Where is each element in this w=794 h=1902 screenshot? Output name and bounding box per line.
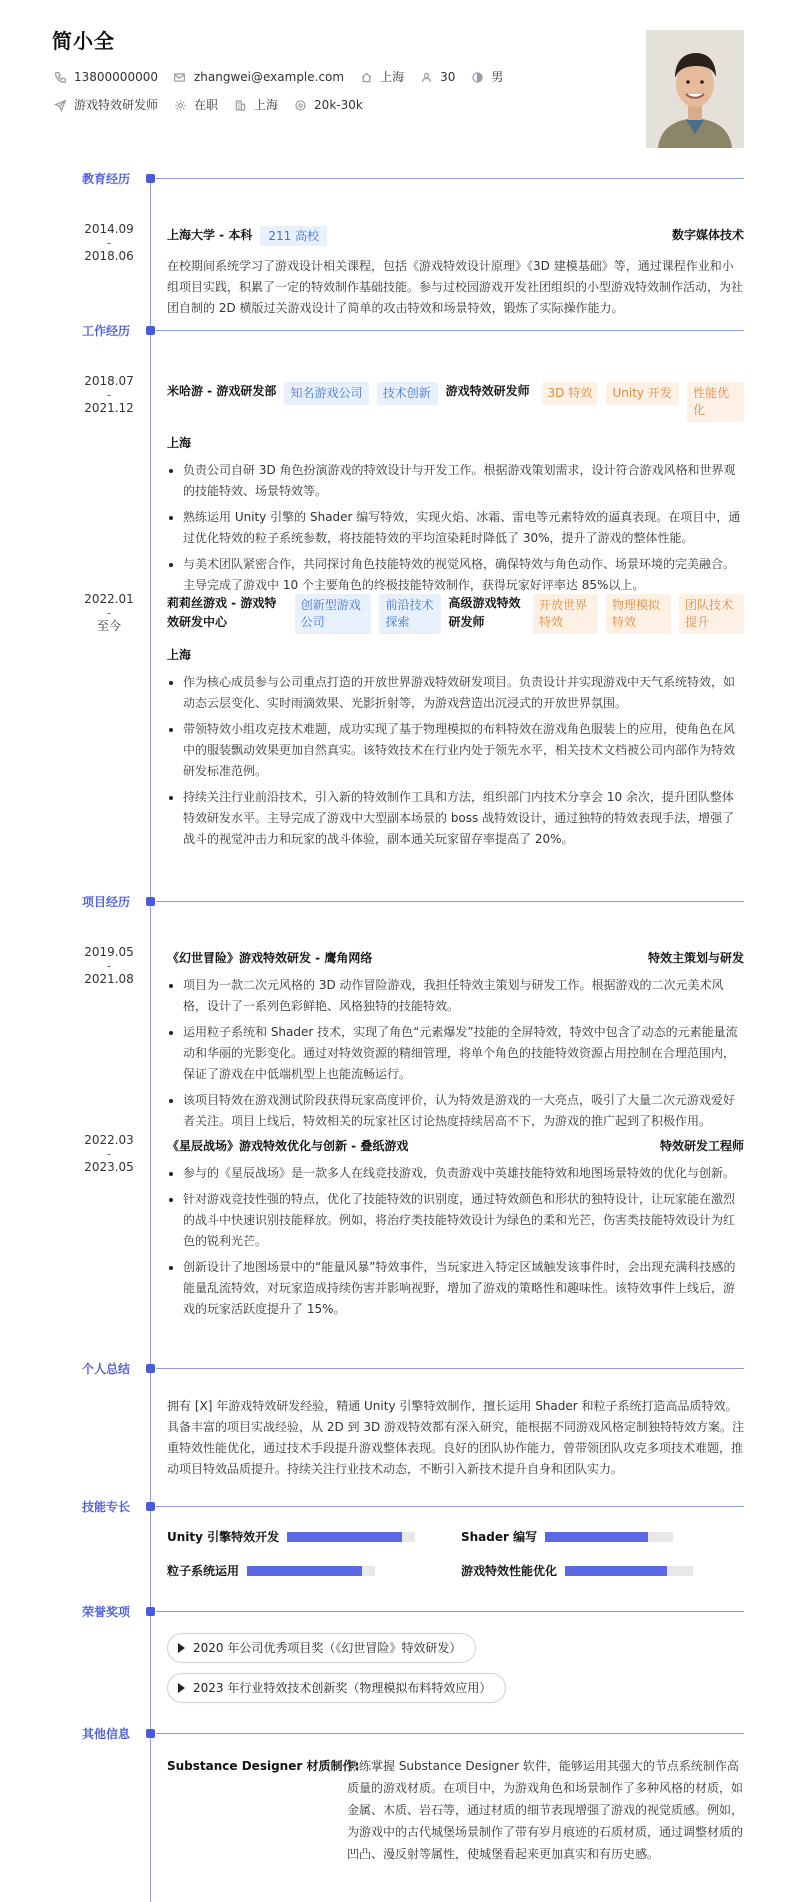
job-title: 高级游戏特效研发师 (448, 596, 521, 629)
date-end: 2021.08 (84, 972, 134, 986)
entry-head (167, 949, 744, 967)
phone-text: 13800000000 (74, 70, 158, 84)
entry-head (167, 382, 744, 422)
section-marker (146, 897, 155, 906)
building-icon (232, 97, 248, 113)
date-start: 2019.05 (84, 945, 134, 959)
award-item[interactable] (167, 1673, 506, 1703)
date-separator: - (106, 236, 112, 250)
gender-icon (469, 69, 485, 85)
company-name: 米哈游 - 游戏研发部 (167, 384, 277, 398)
projects-section (0, 893, 794, 1316)
location-info (358, 68, 404, 86)
phone-icon (52, 69, 68, 85)
section-marker (146, 1502, 155, 1511)
other-section (0, 1725, 794, 1861)
entry-head (167, 226, 744, 246)
section-title: 工作经历 (82, 324, 131, 338)
award-item[interactable] (167, 1633, 476, 1663)
phone-info (52, 68, 158, 86)
resume-header (0, 0, 794, 150)
project-role: 特效研发工程师 (659, 1139, 744, 1153)
skill-name: Unity 引擎特效开发 (167, 1530, 280, 1544)
date-start: 2022.01 (84, 592, 134, 606)
entry-date (70, 222, 148, 264)
entry-content (167, 1137, 744, 1325)
section-marker (146, 1364, 155, 1373)
entry-date (70, 374, 148, 416)
skill-bar (545, 1532, 673, 1542)
bullet-item: 运用粒子系统和 Shader 技术，实现了角色“元素爆发”技能的全屏特效，特效中包含了动态的元素能量流动和华丽的光影变化。通过对特效资源的精细管理，将单个角色的技能特效资源占用控制在合理范围内，保证了游戏在中低端机型上也能流畅运行。 (167, 1022, 744, 1085)
email-info (172, 68, 344, 86)
position-text: 游戏特效研发师 (74, 98, 159, 112)
entry-content (167, 949, 744, 1137)
project-bullets (167, 975, 744, 1132)
timeline-line (150, 175, 151, 1902)
gender-info (469, 68, 503, 86)
section-header (0, 1360, 794, 1380)
bullet-item: 针对游戏竞技性强的特点，优化了技能特效的识别度，通过特效颜色和形状的独特设计，让玩家能在激烈的战斗中快速识别技能释放。例如，将治疗类技能特效设计为绿色的柔和光芒，伤害类技能特效设计为红色的锐利光芒。 (167, 1189, 744, 1252)
award-text: 2023 年行业特效技术创新奖（物理模拟布料特效应用） (193, 1681, 492, 1695)
date-end: 至今 (96, 619, 121, 633)
job-title: 游戏特效研发师 (445, 384, 530, 398)
project-role: 特效主策划与研发 (647, 951, 744, 965)
section-title: 荣誉奖项 (82, 1605, 131, 1619)
education-section (0, 170, 794, 315)
date-end: 2023.05 (84, 1160, 134, 1174)
entry-content (167, 382, 744, 601)
major: 数字媒体技术 (671, 228, 744, 242)
work-bullets (167, 672, 744, 850)
summary-content (167, 1396, 744, 1480)
company-name: 莉莉丝游戏 - 游戏特效研发中心 (167, 596, 277, 629)
section-header (0, 893, 794, 913)
section-title: 技能专长 (82, 1500, 131, 1514)
section-divider (156, 1506, 744, 1507)
avatar (646, 30, 744, 148)
summary-text: 拥有 [X] 年游戏特效研发经验，精通 Unity 引擎特效制作，擅长运用 Shader 和粒子系统打造高品质特效。具备丰富的项目实战经验，从 2D 到 3D 游戏特效都有深入研究，能根据不同游戏风格定制独特特效方案。注重特效性能优化，通过技术手段提升游戏整体表现。良好的团队协作能力，曾带领团队攻克多项技术难题，推动项目特效品质提升。持续关注行业技术动态，不断引入新技术提升自身和团队实力。 (167, 1399, 745, 1476)
skill-tag: Unity 开发 (606, 382, 679, 405)
section-header (0, 322, 794, 342)
skill-bar-fill (545, 1532, 647, 1542)
bullet-item: 持续关注行业前沿技术，引入新的特效制作工具和方法，组织部门内技术分享会 10 余次，提升团队整体特效研发水平。主导完成了游戏中大型副本场景的 boss 战特效设计，通过独特的特效表现手法，增强了战斗的视觉冲击力和玩家的战斗体验，副本通关玩家留存率提高了 20%。 (167, 787, 744, 850)
section-marker (146, 326, 155, 335)
section-header (0, 170, 794, 190)
position-info (52, 96, 158, 114)
project-title: 《幻世冒险》游戏特效研发 - 鹰角网络 (167, 951, 373, 965)
contact-row (52, 68, 517, 86)
section-divider (156, 1368, 744, 1369)
bullet-item: 创新设计了地图场景中的“能量风暴”特效事件，当玩家进入特定区域触发该事件时，会出现充满科技感的能量乱流特效，对玩家造成持续伤害并影响视野，增加了游戏的策略性和趣味性。该特效事件上线后，游戏的玩家活跃度提升了 15%。 (167, 1257, 744, 1320)
section-title: 项目经历 (82, 895, 131, 909)
email-text: zhangwei@example.com (193, 70, 345, 84)
work-section (0, 322, 794, 846)
date-separator: - (106, 606, 112, 620)
skill-name: 游戏特效性能优化 (461, 1564, 558, 1578)
skill-bar (247, 1566, 375, 1576)
skill-tag: 性能优化 (687, 382, 744, 422)
section-divider (156, 1733, 744, 1734)
candidate-name: 简小全 (52, 29, 115, 53)
education-description: 在校期间系统学习了游戏设计相关课程，包括《游戏特效设计原理》《3D 建模基础》等，通过课程作业和小组项目实践，积累了一定的特效制作基础技能。参与过校园游戏开发社团组织的小型游戏特效制作活动，为社团自制的 2D 横版过关游戏设计了简单的攻击特效和场景特效，锻炼了实际操作能力。 (167, 259, 744, 315)
job-intent-row (52, 96, 377, 114)
date-start: 2018.07 (84, 374, 134, 388)
date-start: 2014.09 (84, 222, 134, 236)
skill-bar (287, 1532, 415, 1542)
skill-bar-fill (247, 1566, 362, 1576)
award-text: 2020 年公司优秀项目奖（《幻世冒险》特效研发） (193, 1641, 462, 1655)
school-name: 上海大学 - 本科 (167, 228, 253, 242)
skills-section (0, 1498, 794, 1578)
entry-content (167, 594, 744, 855)
age-text: 30 (440, 70, 456, 84)
skill-bar-fill (565, 1566, 667, 1576)
send-icon (52, 97, 68, 113)
skill-tag: 开放世界特效 (533, 594, 598, 634)
date-end: 2021.12 (84, 401, 134, 415)
status-info (172, 96, 218, 114)
date-start: 2022.03 (84, 1133, 134, 1147)
date-separator: - (106, 1147, 112, 1161)
other-label: Substance Designer 材质制作: (167, 1759, 360, 1773)
section-title: 其他信息 (82, 1727, 131, 1741)
mail-icon (172, 69, 188, 85)
entry-content (167, 226, 744, 319)
user-icon (418, 69, 434, 85)
entry-date (70, 592, 148, 634)
play-triangle-icon (178, 1643, 185, 1653)
bullet-item: 参与的《星辰战场》是一款多人在线竞技游戏，负责游戏中英雄技能特效和地图场景特效的优化与创新。 (167, 1163, 744, 1184)
work-city: 上海 (167, 436, 192, 450)
status-text: 在职 (194, 98, 219, 112)
skill-bar (565, 1566, 693, 1576)
skill-item (167, 1562, 375, 1580)
bullet-item: 该项目特效在游戏测试阶段获得玩家高度评价，认为特效是游戏的一大亮点，吸引了大量二次元游戏爱好者关注。项目上线后，特效相关的玩家社区讨论热度持续居高不下，为游戏的推广起到了积极作用。 (167, 1090, 744, 1132)
date-end: 2018.06 (84, 249, 134, 263)
bullet-item: 熟练运用 Unity 引擎的 Shader 编写特效，实现火焰、冰霜、雷电等元素特效的逼真表现。在项目中，通过优化特效的粒子系统参数，将技能特效的平均渲染耗时降低了 30%，提升了游戏的整体性能。 (167, 507, 744, 549)
entry-date (70, 945, 148, 987)
section-marker (146, 1729, 155, 1738)
age-info (418, 68, 455, 86)
work-city: 上海 (167, 648, 192, 662)
section-divider (156, 1611, 744, 1612)
status-icon (172, 97, 188, 113)
skill-tag: 物理模拟特效 (606, 594, 671, 634)
section-title: 教育经历 (82, 172, 131, 186)
work-city-info (232, 96, 278, 114)
skill-item (461, 1528, 673, 1546)
bullet-item: 项目为一款二次元风格的 3D 动作冒险游戏，我担任特效主策划与研发工作。根据游戏的二次元美术风格，设计了一系列色彩鲜艳、风格独特的技能特效。 (167, 975, 744, 1017)
school-tag: 211 高校 (260, 226, 327, 246)
bullet-item: 与美术团队紧密合作，共同探讨角色技能特效的视觉风格，确保特效与角色动作、场景环境的完美融合。主导完成了游戏中 10 个主要角色的终极技能特效制作，获得玩家好评率达 85%以上。 (167, 554, 744, 596)
project-title: 《星辰战场》游戏特效优化与创新 - 叠纸游戏 (167, 1139, 409, 1153)
awards-section (0, 1603, 794, 1695)
date-separator: - (106, 388, 112, 402)
location-text: 上海 (380, 70, 405, 84)
bullet-item: 作为核心成员参与公司重点打造的开放世界游戏特效研发项目。负责设计并实现游戏中天气系统特效，如动态云层变化、实时雨滴效果、光影折射等，为游戏营造出沉浸式的开放世界氛围。 (167, 672, 744, 714)
section-divider (156, 178, 744, 179)
company-tag: 知名游戏公司 (284, 382, 368, 405)
section-header (0, 1725, 794, 1745)
skill-bar-fill (287, 1532, 402, 1542)
salary-icon (292, 97, 308, 113)
summary-section (0, 1360, 794, 1476)
salary-text: 20k-30k (314, 98, 363, 112)
salary-info (292, 96, 363, 114)
skill-name: Shader 编写 (461, 1530, 538, 1544)
section-header (0, 1603, 794, 1623)
project-bullets (167, 1163, 744, 1320)
other-text: 熟练掌握 Substance Designer 软件，能够运用其强大的节点系统制作高质量的游戏材质。在项目中，为游戏角色和场景制作了多种风格的材质，如金属、木质、岩石等，通过材质的细节表现增强了游戏的视觉质感。例如，为游戏中的古代城堡场景制作了带有岁月痕迹的石质材质，通过调整材质的凹凸、漫反射等属性，使城堡看起来更加真实和有历史感。 (347, 1759, 744, 1861)
company-tag: 创新型游戏公司 (295, 594, 372, 634)
bullet-item: 负责公司自研 3D 角色扮演游戏的特效设计与开发工作。根据游戏策划需求，设计符合游戏风格和世界观的技能特效、场景特效等。 (167, 460, 744, 502)
skill-tag: 3D 特效 (542, 382, 599, 405)
company-tag: 前沿技术探索 (379, 594, 440, 634)
section-header (0, 1498, 794, 1518)
entry-head (167, 1137, 744, 1155)
section-marker (146, 174, 155, 183)
work-bullets (167, 460, 744, 596)
skill-item (461, 1562, 693, 1580)
section-title: 个人总结 (82, 1362, 131, 1376)
skill-item (167, 1528, 415, 1546)
section-divider (156, 901, 744, 902)
section-marker (146, 1607, 155, 1616)
section-divider (156, 330, 744, 331)
play-triangle-icon (178, 1683, 185, 1693)
gender-text: 男 (491, 70, 504, 84)
home-icon (358, 69, 374, 85)
skill-name: 粒子系统运用 (167, 1564, 240, 1578)
entry-date (70, 1133, 148, 1175)
entry-head (167, 594, 744, 634)
bullet-item: 带领特效小组攻克技术难题，成功实现了基于物理模拟的布料特效在游戏角色服装上的应用，使角色在风中的服装飘动效果更加自然真实。该特效技术在行业内处于领先水平，相关技术文档被公司内部作为特效研发标准范例。 (167, 719, 744, 782)
skill-tag: 团队技术提升 (679, 594, 744, 634)
work-city-text: 上海 (254, 98, 279, 112)
company-tag: 技术创新 (377, 382, 438, 405)
date-separator: - (106, 959, 112, 973)
